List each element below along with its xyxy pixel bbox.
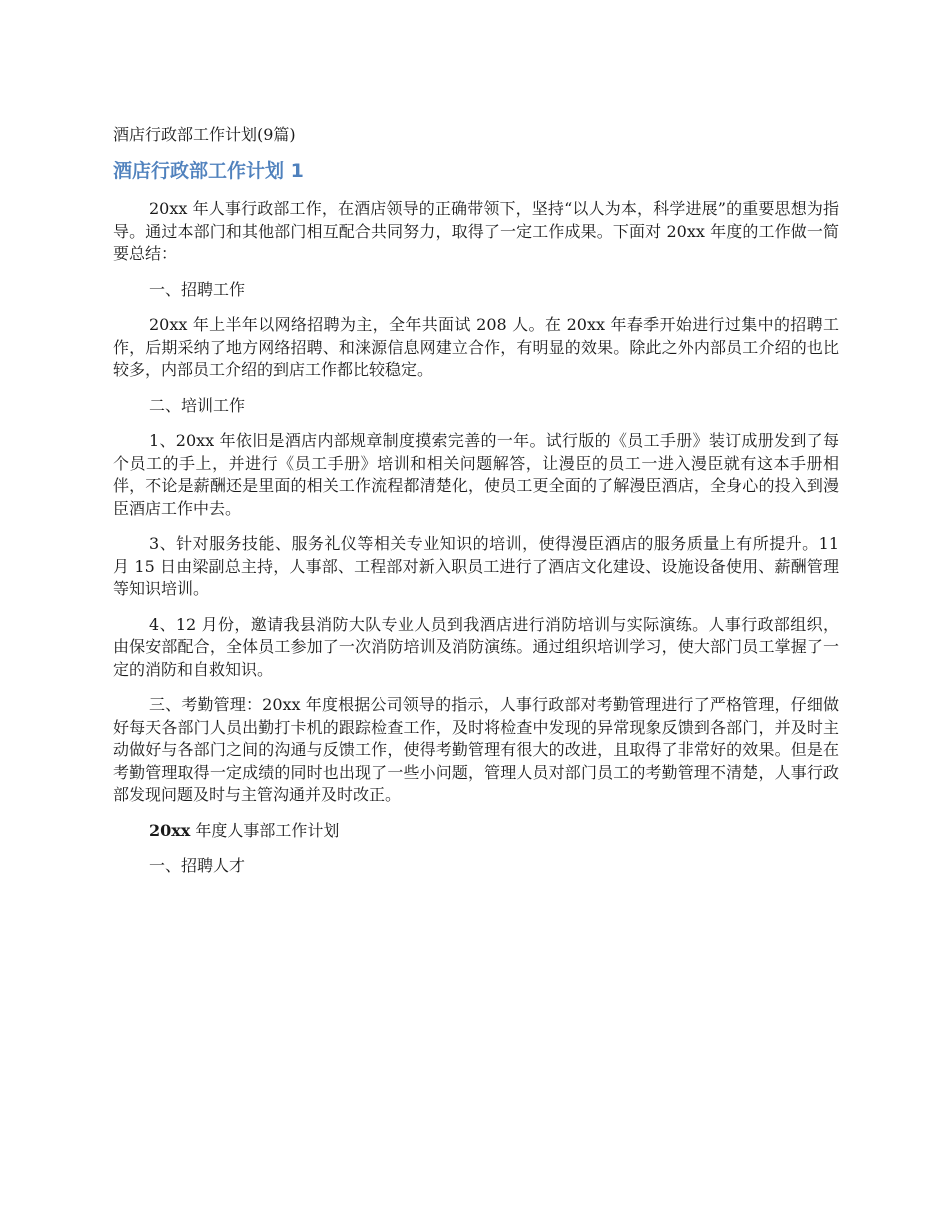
recruitment-paragraph: 20xx 年上半年以网络招聘为主，全年共面试 208 人。在 20xx 年春季开始进行过集中的招聘工作，后期采纳了地方网络招聘、和涞源信息网建立合作，有明显的效果。除此之外内部员工介绍的也比较多，内部员工介绍的到店工作都比较稳定。 [113, 315, 839, 379]
recruitment-heading: 一、招聘工作 [149, 279, 246, 299]
training-paragraph-4: 4、12 月份，邀请我县消防大队专业人员到我酒店进行消防培训与实际演练。人事行政部组织，由保安部配合，全体员工参加了一次消防培训及消防演练。通过组织培训学习，使大部门员工掌握了一定的消防和自救知识。 [113, 614, 839, 679]
plan-heading-rest: 年度人事部工作计划 [190, 820, 340, 840]
section-heading: 酒店行政部工作计划 1 [113, 160, 304, 182]
plan-item-recruit: 一、招聘人才 [149, 856, 246, 875]
document-title: 酒店行政部工作计划(9篇) [113, 125, 296, 144]
attendance-paragraph: 三、考勤管理：20xx 年度根据公司领导的指示，人事行政部对考勤管理进行了严格管理，仔细做好每天各部门人员出勤打卡机的跟踪检查工作，及时将检查中发现的异常现象反馈到各部门，并及时主动做好与各部门之间的沟通与反馈工作，使得考勤管理有很大的改进，且取得了非常好的效果。但是在考勤管理取得一定成绩的同时也出现了一些小问题，管理人员对部门员工的考勤管理不清楚，人事行政部发现问题及时与主管沟通并及时改正。 [113, 695, 839, 804]
training-paragraph-1: 1、20xx 年依旧是酒店内部规章制度摸索完善的一年。试行版的《员工手册》装订成册发到了每个员工的手上，并进行《员工手册》培训和相关问题解答，让漫臣的员工一进入漫臣就有这本手册相伴，不论是薪酬还是里面的相关工作流程都清楚化，使员工更全面的了解漫臣酒店，全身心的投入到漫臣酒店工作中去。 [113, 431, 839, 518]
training-paragraph-3: 3、针对服务技能、服务礼仪等相关专业知识的培训，使得漫臣酒店的服务质量上有所提升。11 月 15 日由梁副总主持，人事部、工程部对新入职员工进行了酒店文化建设、设施设备使用、薪酬管理等知识培训。 [113, 534, 839, 598]
plan-heading [113, 820, 839, 843]
plan-heading-lead: 20xx [149, 820, 191, 840]
document-page [113, 122, 839, 891]
training-heading: 二、培训工作 [149, 395, 246, 415]
intro-paragraph: 20xx 年人事行政部工作，在酒店领导的正确带领下，坚持“以人为本，科学进展”的重要思想为指导。通过本部门和其他部门相互配合共同努力，取得了一定工作成果。下面对 20xx 年度的工作做一简要总结： [113, 199, 839, 263]
